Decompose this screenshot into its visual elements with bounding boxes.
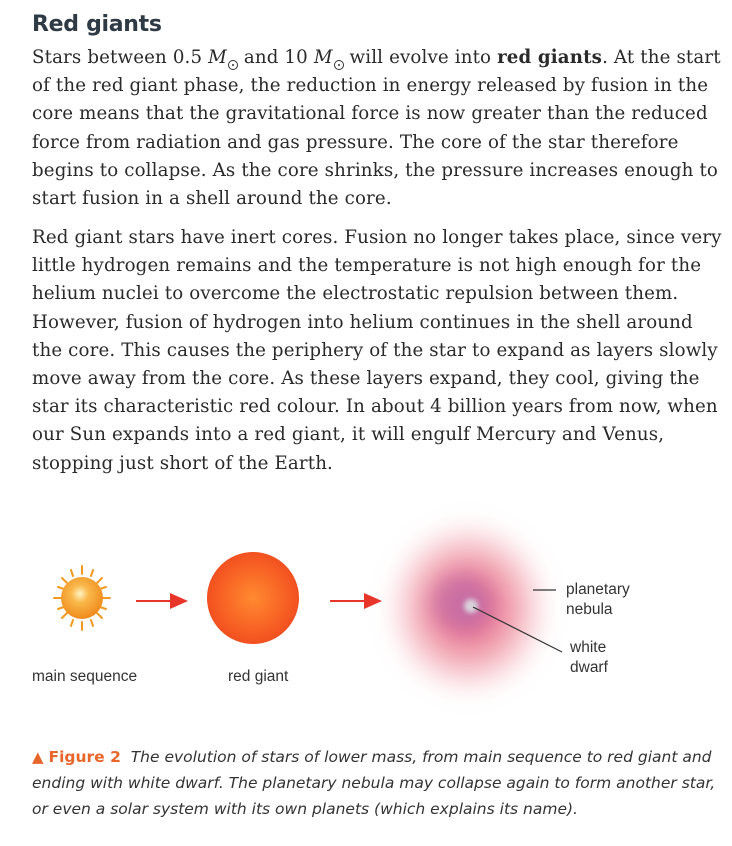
star-evolution-figure	[0, 490, 732, 730]
solar-mass-m: M	[313, 47, 333, 68]
p1-text-mid: and 10	[237, 47, 314, 68]
paragraph-1	[32, 44, 722, 213]
sun-symbol-icon	[334, 60, 344, 70]
label-white: white	[570, 639, 607, 656]
key-term-red-giants: red giants	[497, 47, 603, 68]
label-main-sequence: main sequence	[32, 668, 138, 685]
triangle-icon: ▲	[32, 748, 44, 766]
red-giant-star	[207, 552, 299, 644]
label-red-giant: red giant	[228, 668, 289, 685]
main-sequence-star	[54, 566, 110, 630]
caption-text: The evolution of stars of lower mass, from main sequence to red giant and ending with white dwarf. The planetary nebula may collapse again to form another star, or even a solar system with its own planets (which explains its name).	[32, 748, 716, 818]
white-dwarf	[464, 599, 478, 613]
solar-mass-symbol	[314, 47, 344, 68]
solar-mass-symbol	[208, 47, 238, 68]
p1-text-start: Stars between 0.5	[32, 47, 209, 68]
label-nebula: nebula	[566, 601, 613, 618]
figure-label: Figure 2	[48, 748, 121, 766]
section-heading: Red giants	[32, 12, 162, 37]
figure-caption	[32, 744, 722, 822]
label-planetary: planetary	[566, 581, 630, 598]
solar-mass-m: M	[208, 47, 227, 68]
label-dwarf: dwarf	[570, 659, 608, 676]
paragraph-2: Red giant stars have inert cores. Fusion no longer takes place, since very little hydrogen remains and the temperature is not high enough for the helium nuclei to overcome the electrostatic repulsion between them. However, fusion of hydrogen into helium continues in the shell around the core. This causes the periphery of the star to expand as layers slowly move away from the core. As these layers expand, they cool, giving the star its characteristic red colour. In about 4 billion years from now, when our Sun expands into a red giant, it will engulf Mercury and Venus, stopping just short of the Earth.	[32, 227, 722, 474]
sun-symbol-icon	[228, 60, 238, 70]
p1-text-end: . At the start of the red giant phase, the reduction in energy released by fusion in the core means that the gravitational force is now greater than the reduced force from radiation and gas pressure. The core of the star therefore begins to collapse. As the core shrinks, the pressure increases enough to start fusion in a shell around the core.	[32, 47, 721, 210]
p1-text-post: will evolve into	[343, 47, 498, 68]
